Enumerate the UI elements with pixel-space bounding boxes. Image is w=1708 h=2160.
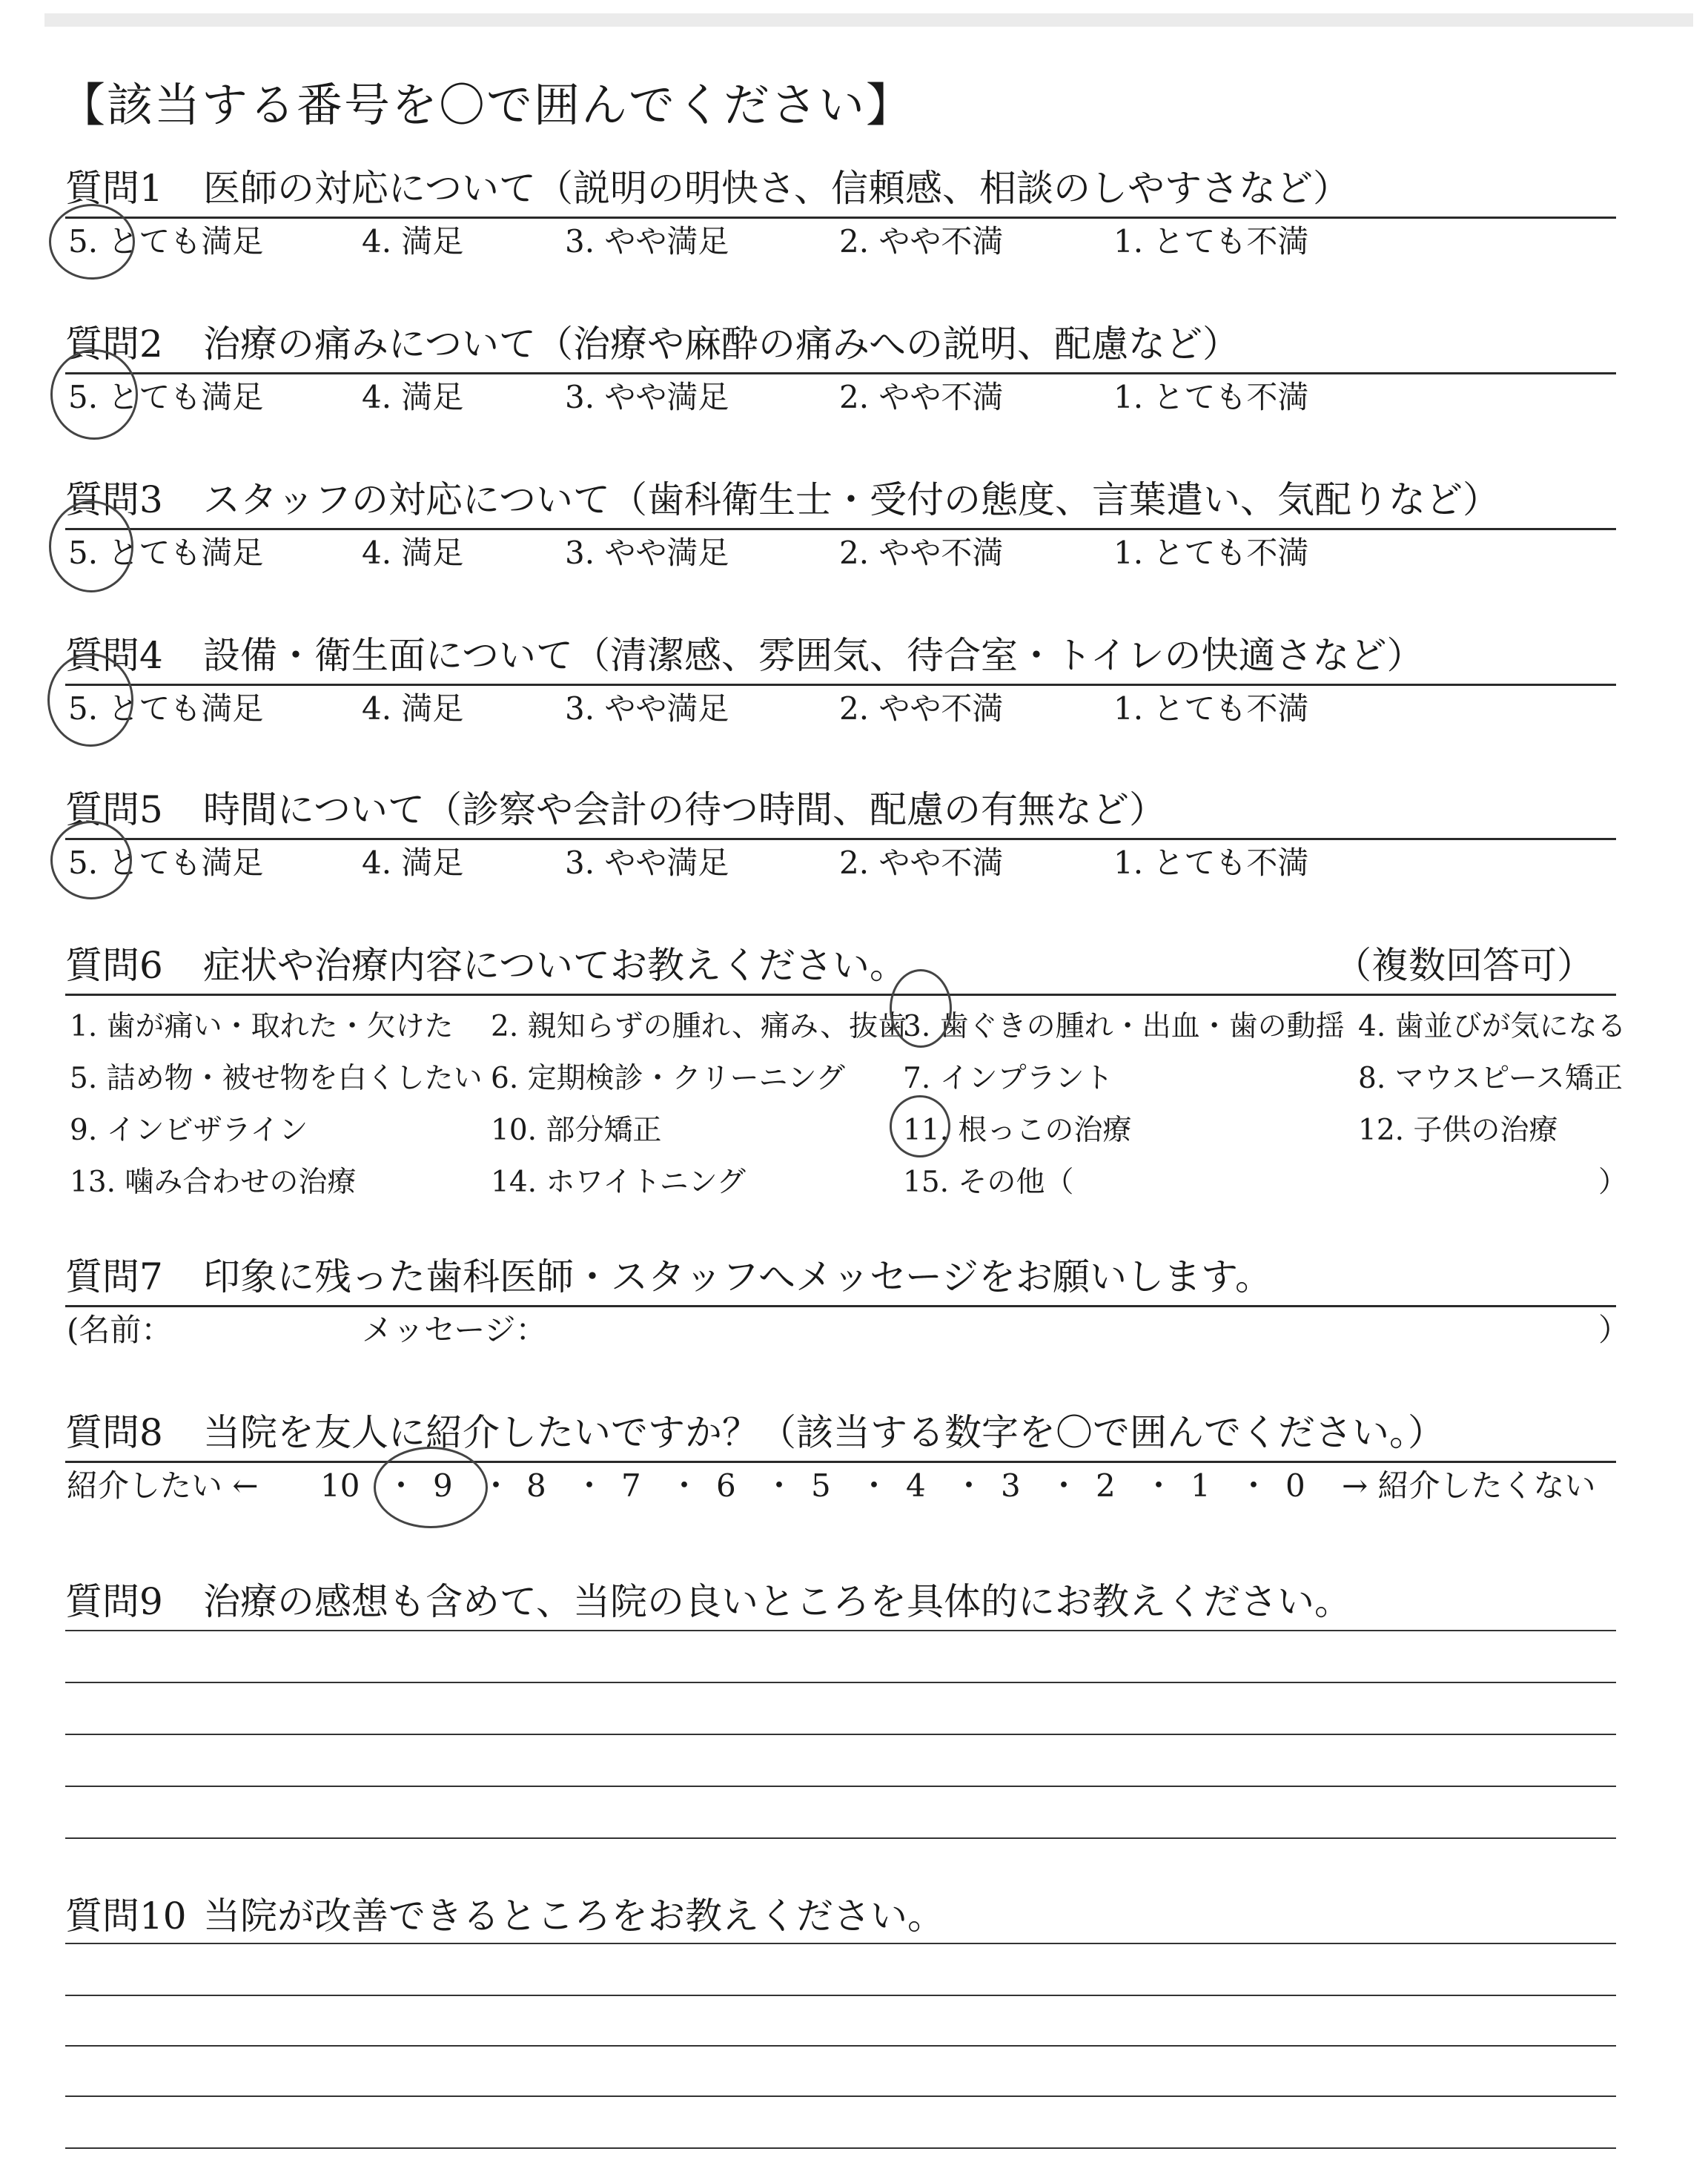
answer-line[interactable]	[65, 1943, 1616, 1944]
symptom-option[interactable]: 10. 部分矯正	[491, 1114, 662, 1147]
rating-options	[65, 686, 1616, 732]
option-1[interactable]: 1. とても不満	[1113, 223, 1309, 260]
question-number: 質問1	[65, 167, 163, 210]
answer-line[interactable]	[65, 2045, 1616, 2047]
answer-circle	[47, 653, 133, 747]
answer-circle	[50, 349, 138, 440]
scale-value-4[interactable]: 4	[906, 1467, 926, 1504]
question-number: 質問8	[65, 1411, 163, 1454]
scale-value-6[interactable]: 6	[716, 1467, 736, 1504]
symptom-option[interactable]: 2. 親知らずの腫れ、痛み、抜歯	[491, 1010, 907, 1043]
answer-line[interactable]	[65, 1682, 1616, 1683]
symptom-option[interactable]: 11. 根っこの治療	[903, 1114, 1132, 1147]
symptom-option[interactable]: 1. 歯が痛い・取れた・欠けた	[70, 1010, 454, 1043]
option-1[interactable]: 1. とても不満	[1113, 690, 1309, 727]
symptom-option[interactable]: 12. 子供の治療	[1358, 1114, 1558, 1147]
answer-circle	[50, 821, 132, 899]
question-text: 印象に残った歯科医師・スタッフへメッセージをお願いします。	[203, 1255, 1272, 1298]
answer-circle	[374, 1447, 488, 1528]
question-1	[65, 165, 1616, 265]
question-2	[65, 320, 1616, 420]
scale-dot: ・	[1143, 1467, 1175, 1504]
scan-edge	[44, 13, 1693, 27]
answer-line[interactable]	[65, 1786, 1616, 1787]
answer-line[interactable]	[65, 2147, 1616, 2149]
symptom-option[interactable]: 9. インビザライン	[70, 1114, 308, 1147]
question-6	[65, 942, 1628, 1203]
scale-value-2[interactable]: 2	[1096, 1467, 1116, 1504]
question-text: 時間について（診察や会計の待つ時間、配慮の有無など）	[203, 788, 1166, 831]
option-4[interactable]: 4. 満足	[362, 379, 464, 415]
rating-options	[65, 530, 1616, 576]
scale-dot: ・	[1048, 1467, 1080, 1504]
question-number: 質問2	[65, 323, 163, 366]
option-5[interactable]: 5. とても満足	[68, 690, 264, 727]
option-4[interactable]: 4. 満足	[362, 690, 464, 727]
scale-value-9[interactable]: 9	[433, 1467, 453, 1504]
option-5[interactable]: 5. とても満足	[68, 845, 264, 881]
question-text: 設備・衛生面について（清潔感、雰囲気、待合室・トイレの快適さなど）	[203, 634, 1424, 677]
symptom-options	[65, 996, 1628, 1203]
question-7	[65, 1253, 1630, 1353]
symptom-option[interactable]: 13. 噛み合わせの治療	[70, 1166, 357, 1199]
rating-options	[65, 840, 1616, 886]
option-5[interactable]: 5. とても満足	[68, 535, 264, 571]
question-number: 質問6	[65, 944, 163, 987]
option-3[interactable]: 3. やや満足	[565, 223, 729, 260]
scale-value-5[interactable]: 5	[811, 1467, 831, 1504]
option-2[interactable]: 2. やや不満	[839, 535, 1004, 571]
question-text: スタッフの対応について（歯科衛生士・受付の態度、言葉遣い、気配りなど）	[203, 478, 1500, 521]
option-1[interactable]: 1. とても不満	[1113, 845, 1309, 881]
scale-value-3[interactable]: 3	[1001, 1467, 1021, 1504]
scale-dot: ・	[764, 1467, 795, 1504]
scale-right-label: → 紹介したくない	[1342, 1467, 1596, 1504]
symptom-option[interactable]: 6. 定期検診・クリーニング	[491, 1062, 845, 1095]
question-8	[65, 1409, 1616, 1509]
question-number: 質問5	[65, 788, 163, 831]
page-title: 【該当する番号を〇で囲んでください】	[59, 78, 914, 132]
option-1[interactable]: 1. とても不満	[1113, 535, 1309, 571]
question-9	[65, 1578, 1616, 1625]
other-close-paren: ）	[1598, 1166, 1628, 1199]
option-4[interactable]: 4. 満足	[362, 535, 464, 571]
answer-line[interactable]	[65, 2095, 1616, 2097]
option-1[interactable]: 1. とても不満	[1113, 379, 1309, 415]
option-2[interactable]: 2. やや不満	[839, 379, 1004, 415]
scale-dot: ・	[385, 1467, 417, 1504]
option-3[interactable]: 3. やや満足	[565, 379, 729, 415]
scale-value-8[interactable]: 8	[526, 1467, 546, 1504]
scale-dot: ・	[669, 1467, 701, 1504]
symptom-option[interactable]: 14. ホワイトニング	[491, 1166, 746, 1199]
question-text: 治療の痛みについて（治療や麻酔の痛みへの説明、配慮など）	[203, 323, 1239, 366]
symptom-option[interactable]: 5. 詰め物・被せ物を白くしたい	[70, 1062, 483, 1095]
option-3[interactable]: 3. やや満足	[565, 690, 729, 727]
question-text: 当院が改善できるところをお教えください。	[203, 1895, 944, 1938]
question-text: 医師の対応について（説明の明快さ、信頼感、相談のしやすさなど）	[203, 167, 1350, 210]
option-2[interactable]: 2. やや不満	[839, 223, 1004, 260]
answer-line[interactable]	[65, 1995, 1616, 1996]
symptom-option[interactable]: 3. 歯ぐきの腫れ・出血・歯の動揺	[903, 1010, 1345, 1043]
close-paren: ）	[1598, 1312, 1630, 1348]
question-4	[65, 632, 1616, 732]
symptom-option[interactable]: 7. インプラント	[903, 1062, 1113, 1095]
question-10	[65, 1892, 1616, 1940]
multiple-answer-note: （複数回答可）	[1334, 944, 1594, 987]
answer-line[interactable]	[65, 1734, 1616, 1735]
option-5[interactable]: 5. とても満足	[68, 223, 264, 260]
option-5[interactable]: 5. とても満足	[68, 379, 264, 415]
scale-value-10[interactable]: 10	[320, 1467, 360, 1504]
scale-value-1[interactable]: 1	[1191, 1467, 1211, 1504]
question-number: 質問7	[65, 1255, 163, 1298]
question-number: 質問10	[65, 1895, 187, 1938]
scale-value-7[interactable]: 7	[621, 1467, 641, 1504]
option-4[interactable]: 4. 満足	[362, 845, 464, 881]
name-label: (名前：	[67, 1312, 173, 1348]
symptom-option[interactable]: 4. 歯並びが気になる	[1358, 1010, 1626, 1043]
answer-circle	[890, 1095, 950, 1157]
rating-options	[65, 219, 1616, 265]
question-number: 質問4	[65, 634, 163, 677]
question-number: 質問9	[65, 1580, 163, 1623]
answer-circle	[49, 204, 135, 280]
answer-line[interactable]	[65, 1837, 1616, 1839]
option-2[interactable]: 2. やや不満	[839, 845, 1004, 881]
message-row	[65, 1307, 1630, 1353]
question-5	[65, 786, 1616, 886]
scale-left-label: 紹介したい ←	[67, 1467, 259, 1504]
option-3[interactable]: 3. やや満足	[565, 845, 729, 881]
question-3	[65, 476, 1616, 576]
symptom-option[interactable]: 8. マウスピース矯正	[1358, 1062, 1623, 1095]
answer-line[interactable]	[65, 1630, 1616, 1631]
option-3[interactable]: 3. やや満足	[565, 535, 729, 571]
rating-options	[65, 374, 1616, 420]
scale-dot: ・	[953, 1467, 985, 1504]
scale-dot: ・	[1238, 1467, 1270, 1504]
scale-dot: ・	[574, 1467, 606, 1504]
scale-value-0[interactable]: 0	[1285, 1467, 1305, 1504]
scale-dot: ・	[858, 1467, 890, 1504]
answer-circle	[49, 501, 133, 592]
option-4[interactable]: 4. 満足	[362, 223, 464, 260]
question-text: 症状や治療内容についてお教えください。	[203, 944, 907, 987]
answer-circle	[890, 969, 952, 1048]
question-text: 当院を友人に紹介したいですか？（該当する数字を〇で囲んでください。）	[203, 1411, 1445, 1454]
question-number: 質問3	[65, 478, 163, 521]
option-2[interactable]: 2. やや不満	[839, 690, 1004, 727]
question-text: 治療の感想も含めて、当院の良いところを具体的にお教えください。	[203, 1580, 1351, 1623]
symptom-option[interactable]: 15. その他（	[903, 1166, 1074, 1199]
recommendation-scale	[65, 1463, 1616, 1509]
message-label: メッセージ：	[362, 1312, 547, 1348]
scale-dot: ・	[480, 1467, 512, 1504]
